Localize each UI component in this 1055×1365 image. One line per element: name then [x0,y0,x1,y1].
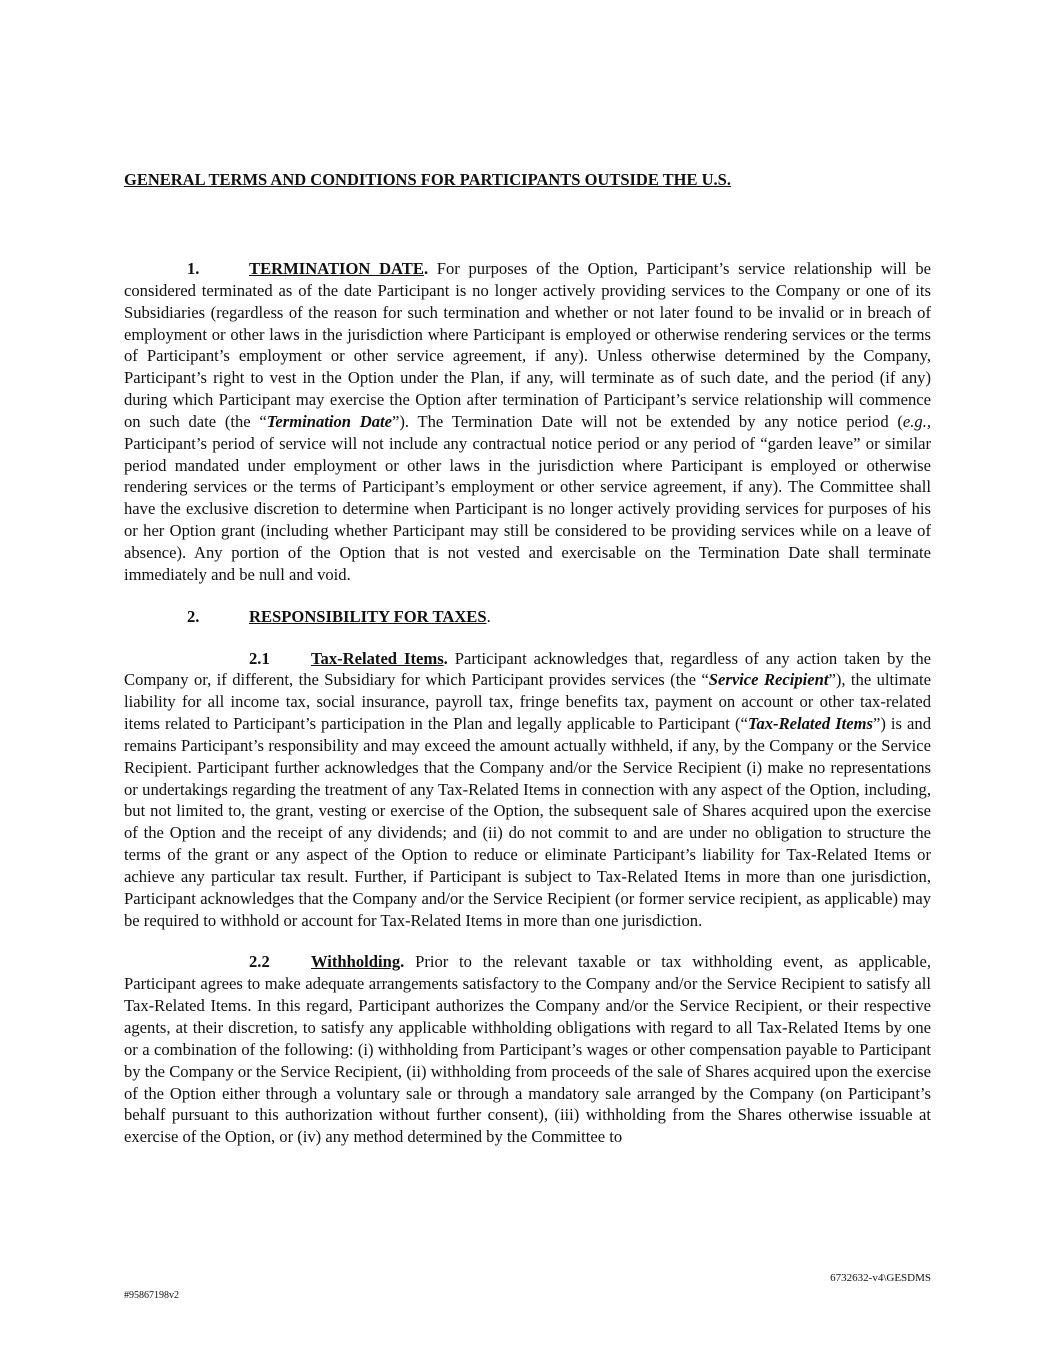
section-2-2-paragraph [124,951,931,1148]
section-1-heading: TERMINATION DATE [249,259,424,278]
section-2-1-heading-period: . [443,648,448,668]
document-title: GENERAL TERMS AND CONDITIONS FOR PARTICIPANTS OUTSIDE THE U.S. [124,170,731,189]
section-2-2-text-a: Prior to the relevant taxable or tax withholding event, as applicable, Participant agrees to make adequate arrangements satisfactory to the Company and/or the Service Recipient to satisfy all Tax-Related Items. In this regard, Participant authorizes the Company and/or the Service Recipient, or their respective agents, at their discretion, to satisfy any applicable withholding obligations with regard to all Tax-Related Items by one or a combination of the following: (i) withholding from Participant’s wages or other compensation payable to Participant by the Company or the Service Recipient, (ii) withholding from proceeds of the sale of Shares acquired upon the exercise of the Option either through a voluntary sale or through a mandatory sale arranged by the Company (on Participant’s behalf pursuant to this authorization without further consent), (iii) withholding from the Shares otherwise issuable at exercise of the Option, or (iv) any method determined by the Committee to [124,952,931,1147]
section-2-number: 2. [187,606,200,626]
section-1-paragraph [124,258,931,586]
section-2-1-number: 2.1 [249,648,270,668]
footer-document-id: #95867198v2 [124,1290,179,1301]
document-body [124,258,931,1148]
section-2-1-paragraph [124,648,931,932]
defined-term-termination-date: Termination Date [266,411,393,431]
section-2-2-heading: Withholding [311,952,401,972]
section-2-2-heading-period: . [400,952,405,972]
section-1-heading-period: . [423,259,429,278]
defined-term-tax-related-items: Tax-Related Items [747,714,874,734]
section-2-1-text-b: ”), the ultimate liability for all income tax, social insurance, payroll tax, fringe benefits tax, payment on account or other tax-related items related to Participant’s participation in the Plan and legally applicable to Participant (“ [124,670,931,734]
section-1-number: 1. [187,259,200,278]
section-1-eg: e.g., [902,411,932,431]
section-1-text-a: For purposes of the Option, Participant’s service relationship will be considered terminated as of the date Participant is no longer actively providing services to the Company or one of its Subsidiaries (regardless of the reason for such termination and whether or not later found to be invalid or in breach of employment or other laws in the jurisdiction where Participant is employed or otherwise rendering services or the terms of Participant’s employment or other service agreement, if any). Unless otherwise determined by the Company, Participant’s right to vest in the Option under the Plan, if any, will terminate as of such date, and the period (if any) during which Participant may exercise the Option after termination of Participant’s service relationship will commence on such date (the “ [124,259,931,431]
section-2-1-heading: Tax-Related Items [311,648,444,668]
section-2-heading: RESPONSIBILITY FOR TAXES [249,606,487,626]
section-1-text-b: ”). The Termination Date will not be extended by any notice period ( [392,411,903,431]
footer-document-reference: 6732632-v4\GESDMS [830,1272,931,1284]
section-2-1-text-c: ”) is and remains Participant’s responsibility and may exceed the amount actually withheld, if any, by the Company or the Service Recipient. Participant further acknowledges that the Company and/or the Service Recipient (i) make no representations or undertakings regarding the treatment of any Tax-Related Items in connection with any aspect of the Option, including, but not limited to, the grant, vesting or exercise of the Option, the subsequent sale of Shares acquired upon the exercise of the Option and the receipt of any dividends; and (ii) do not commit to and are under no obligation to structure the terms of the grant or any aspect of the Option to reduce or eliminate Participant’s liability for Tax-Related Items or achieve any particular tax result. Further, if Participant is subject to Tax-Related Items in more than one jurisdiction, Participant acknowledges that the Company and/or the Service Recipient (or former service recipient, as applicable) may be required to withhold or account for Tax-Related Items in more than one jurisdiction. [124,714,931,930]
section-2-heading-line [124,606,931,628]
section-2-1-text-a: Participant acknowledges that, regardless of any action taken by the Company or, if different, the Subsidiary for which Participant provides services (the “ [124,648,931,690]
section-2-heading-period: . [486,606,491,626]
defined-term-service-recipient: Service Recipient [708,670,829,690]
section-1-text-c: Participant’s period of service will not include any contractual notice period or any period of “garden leave” or similar period mandated under employment or other laws in the jurisdiction where Participant is employed or otherwise rendering services or the terms of Participant’s employment or other service agreement, if any). The Committee shall have the exclusive discretion to determine when Participant is no longer actively providing services for purposes of his or her Option grant (including whether Participant may still be considered to be providing services while on a leave of absence). Any portion of the Option that is not vested and exercisable on the Termination Date shall terminate immediately and be null and void. [124,433,931,584]
section-2-2-number: 2.2 [249,952,270,972]
